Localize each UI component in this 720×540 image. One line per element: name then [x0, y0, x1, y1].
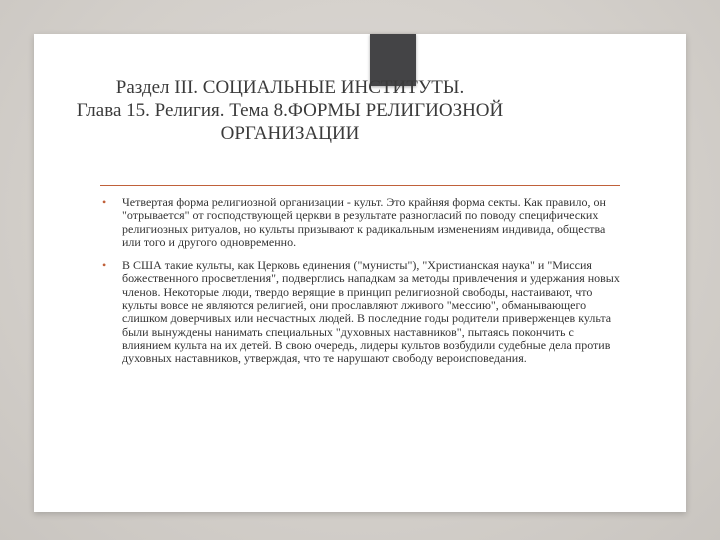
title-line-1: Раздел III. СОЦИАЛЬНЫЕ ИНСТИТУТЫ. [115, 77, 465, 98]
slide-title [50, 76, 530, 145]
title-line-3: ОРГАНИЗАЦИИ [220, 123, 360, 144]
bullet-list [100, 196, 624, 376]
bullet-icon: • [102, 258, 107, 273]
bullet-text: Четвертая форма религиозной организации - культ. Это крайняя форма секты. Как правило, он "отрывается" от господствующей церкви в результате разногласий по поводу специфических религиозных ритуалов, но культы призывают к радикальным изменениям индивида, общества или того и другого одновременно. [122, 195, 606, 249]
bullet-text: В США такие культы, как Церковь единения ("мунисты"), "Христианская наука" и "Миссия божественного просветления", подверглись нападкам за методы привлечения и удержания новых членов. Некоторые люди, твердо верящие в принцип религиозной свободы, настаивают, что культы вовсе не являются религией, они прославляют лживого "мессию", обманывающего слишком доверчивых или несчастных людей. В последние годы родители приверженцев культа были вынуждены нанимать специальных "духовных наставников", пытаясь покончить с влиянием культа на их детей. В свою очередь, лидеры культов возбудили судебные дела против духовных наставников, утверждая, что те нарушают свободу вероисповедания. [122, 258, 620, 366]
title-divider [100, 185, 620, 186]
title-line-2: Глава 15. Религия. Тема 8.ФОРМЫ РЕЛИГИОЗНОЙ [76, 100, 504, 121]
list-item [100, 196, 624, 249]
list-item [100, 259, 624, 365]
bullet-icon: • [102, 195, 107, 209]
